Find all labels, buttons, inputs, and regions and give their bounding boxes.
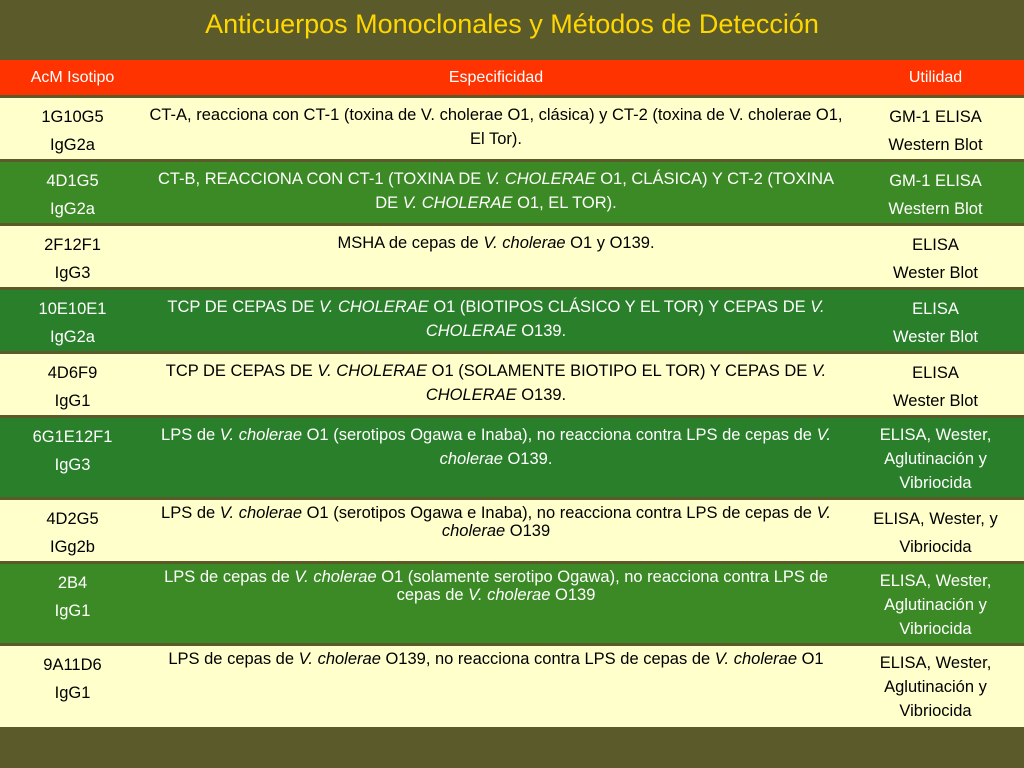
- isotype-cell: [0, 97, 145, 161]
- isotype-cell: [0, 225, 145, 289]
- table-row: [0, 499, 1024, 563]
- isotype-name: IGg2b: [50, 538, 95, 556]
- species-name: V. cholerae: [439, 426, 831, 468]
- specificity-cell: [145, 499, 847, 563]
- utility-line: GM-1 ELISA: [889, 108, 982, 126]
- species-name: V. CHOLERAE: [425, 298, 825, 340]
- isotype-name: IgG3: [54, 264, 91, 282]
- isotype-cell: [0, 645, 145, 727]
- clone-name: 1G10G5: [41, 108, 104, 126]
- utility-cell: [847, 161, 1024, 225]
- utility-line: ELISA, Wester,: [879, 654, 992, 672]
- table-row: [0, 289, 1024, 353]
- clone-name: 4D2G5: [46, 510, 99, 528]
- species-name: V. cholerae: [468, 586, 551, 604]
- table-row: [0, 225, 1024, 289]
- utility-line: Wester Blot: [893, 328, 978, 346]
- utility-line: ELISA: [912, 300, 959, 318]
- utility-line: ELISA: [912, 236, 959, 254]
- isotype-name: IgG2a: [50, 136, 95, 154]
- specificity-text: O1: [797, 650, 824, 668]
- utility-line: Vibriocida: [899, 620, 972, 638]
- species-name: V. CHOLERAE: [485, 170, 596, 188]
- isotype-cell: [0, 563, 145, 645]
- utility-line: ELISA, Wester, y: [873, 510, 998, 528]
- utility-line: ELISA, Wester,: [879, 426, 992, 444]
- specificity-text: O139, no reacciona contra LPS de cepas de: [380, 650, 715, 668]
- utility-line: GM-1 ELISA: [889, 172, 982, 190]
- specificity-cell: [145, 645, 847, 727]
- specificity-text: CT-B, REACCIONA CON CT-1 (TOXINA DE: [157, 170, 486, 188]
- utility-line: Vibriocida: [899, 538, 972, 556]
- specificity-text: O139.: [516, 322, 567, 340]
- specificity-cell: [145, 353, 847, 417]
- utility-line: Aglutinación y: [884, 678, 987, 696]
- specificity-text: LPS de cepas de: [168, 650, 299, 668]
- isotype-cell: [0, 353, 145, 417]
- specificity-text: MSHA de cepas de: [337, 234, 484, 252]
- utility-line: Western Blot: [888, 136, 983, 154]
- isotype-name: IgG1: [54, 684, 91, 702]
- page-title: Anticuerpos Monoclonales y Métodos de Detección: [205, 9, 819, 39]
- utility-cell: [847, 645, 1024, 727]
- specificity-text: O1 (solamente serotipo Ogawa), no reacciona contra LPS de cepas de: [376, 568, 828, 604]
- specificity-text: O1, CLÁSICA) Y CT-2 (TOXINA DE: [375, 170, 835, 212]
- header-especificidad: Especificidad: [145, 60, 847, 97]
- species-name: V. cholerae: [714, 650, 798, 668]
- specificity-text: LPS de: [161, 504, 220, 522]
- isotype-name: IgG3: [54, 456, 91, 474]
- specificity-text: LPS de cepas de: [164, 568, 295, 586]
- species-name: V. CHOLERAE: [425, 362, 827, 404]
- clone-name: 2B4: [57, 574, 88, 592]
- table-row: [0, 563, 1024, 645]
- isotype-name: IgG1: [54, 602, 91, 620]
- table-row: [0, 645, 1024, 727]
- specificity-text: O139.: [502, 450, 553, 468]
- specificity-text: O1 y O139.: [565, 234, 655, 252]
- header-isotipo: AcM Isotipo: [0, 60, 145, 97]
- specificity-text: CT-A, reacciona con CT-1 (toxina de V. cholerae O1, clásica) y CT-2 (toxina de V. cholerae O1, El Tor).: [149, 106, 843, 148]
- specificity-text: O1, EL TOR).: [512, 194, 617, 212]
- utility-cell: [847, 225, 1024, 289]
- specificity-text: O1 (serotipos Ogawa e Inaba), no reacciona contra LPS de cepas de: [302, 426, 817, 444]
- utility-cell: [847, 417, 1024, 499]
- utility-line: Aglutinación y: [884, 596, 987, 614]
- clone-name: 9A11D6: [43, 656, 102, 674]
- specificity-text: LPS de: [161, 426, 220, 444]
- specificity-cell: [145, 417, 847, 499]
- specificity-text: O1 (serotipos Ogawa e Inaba), no reacciona contra LPS de cepas de: [302, 504, 817, 522]
- specificity-text: O1 (BIOTIPOS CLÁSICO Y EL TOR) Y CEPAS DE: [428, 298, 811, 316]
- table-row: [0, 417, 1024, 499]
- clone-name: 2F12F1: [44, 236, 101, 254]
- species-name: V. cholerae: [219, 504, 303, 522]
- species-name: V. cholerae: [219, 426, 303, 444]
- clone-name: 6G1E12F1: [32, 428, 113, 446]
- specificity-text: O1 (SOLAMENTE BIOTIPO EL TOR) Y CEPAS DE: [427, 362, 812, 380]
- clone-name: 4D6F9: [47, 364, 98, 382]
- utility-line: ELISA, Wester,: [879, 572, 992, 590]
- clone-name: 10E10E1: [38, 300, 107, 318]
- specificity-cell: [145, 161, 847, 225]
- species-name: V. cholerae: [294, 568, 377, 586]
- specificity-text: TCP DE CEPAS DE: [165, 362, 318, 380]
- utility-cell: [847, 97, 1024, 161]
- species-name: V. cholerae: [483, 234, 566, 252]
- antibody-table: [0, 60, 1024, 727]
- species-name: V. CHOLERAE: [317, 362, 428, 380]
- species-name: V. CHOLERAE: [319, 298, 429, 316]
- isotype-name: IgG1: [54, 392, 91, 410]
- isotype-name: IgG2a: [50, 200, 95, 218]
- isotype-cell: [0, 289, 145, 353]
- utility-line: Wester Blot: [893, 264, 978, 282]
- table-row: [0, 161, 1024, 225]
- table-row: [0, 97, 1024, 161]
- specificity-cell: [145, 563, 847, 645]
- species-name: V. cholerae: [298, 650, 381, 668]
- utility-cell: [847, 499, 1024, 563]
- specificity-text: O139: [550, 586, 596, 604]
- utility-line: Wester Blot: [893, 392, 978, 410]
- specificity-text: O139.: [516, 386, 567, 404]
- species-name: V. CHOLERAE: [402, 194, 513, 212]
- specificity-text: O139: [505, 522, 551, 540]
- isotype-cell: [0, 417, 145, 499]
- isotype-name: IgG2a: [50, 328, 95, 346]
- clone-name: 4D1G5: [46, 172, 99, 190]
- specificity-text: TCP DE CEPAS DE: [167, 298, 319, 316]
- specificity-cell: [145, 289, 847, 353]
- utility-line: Vibriocida: [899, 474, 972, 492]
- specificity-cell: [145, 97, 847, 161]
- header-utilidad: Utilidad: [847, 60, 1024, 97]
- utility-line: Vibriocida: [899, 702, 972, 720]
- table-header-row: [0, 60, 1024, 97]
- species-name: V. cholerae: [441, 504, 831, 540]
- utility-cell: [847, 563, 1024, 645]
- table-row: [0, 353, 1024, 417]
- utility-line: Western Blot: [888, 200, 983, 218]
- utility-cell: [847, 289, 1024, 353]
- utility-line: ELISA: [912, 364, 959, 382]
- utility-line: Aglutinación y: [884, 450, 987, 468]
- utility-cell: [847, 353, 1024, 417]
- isotype-cell: [0, 161, 145, 225]
- specificity-cell: [145, 225, 847, 289]
- isotype-cell: [0, 499, 145, 563]
